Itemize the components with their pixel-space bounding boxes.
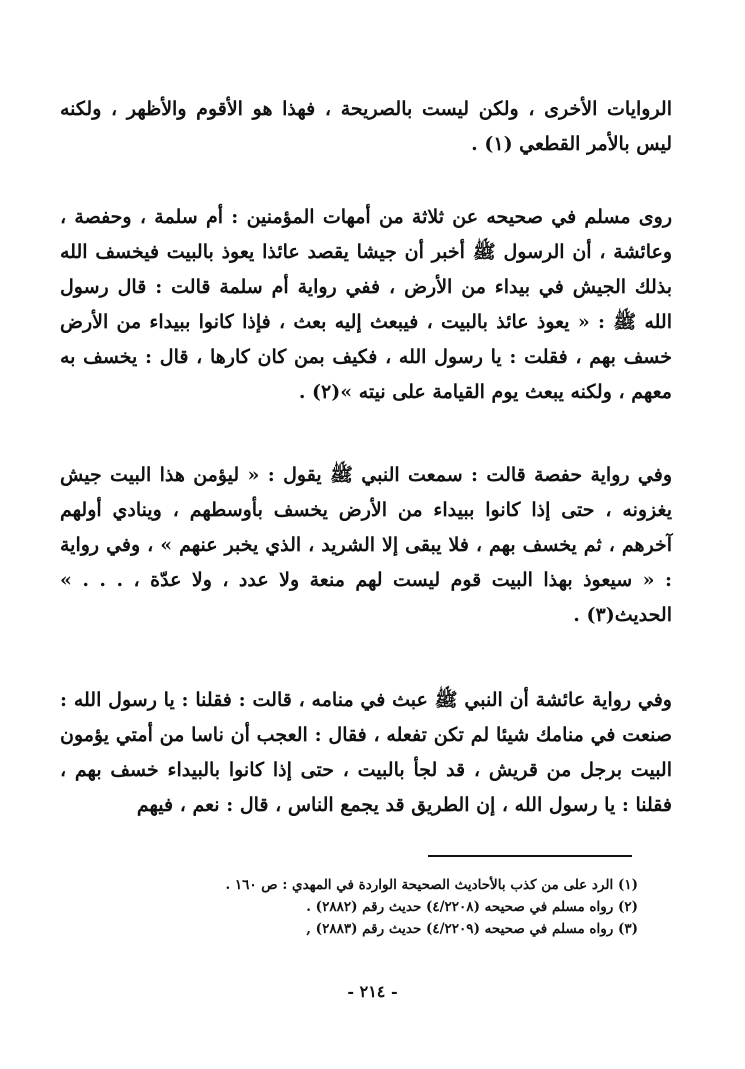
paragraph-continuation: الروايات الأخرى ، ولكن ليست بالصريحة ، فهذا هو الأقوم والأظهر ، ولكنه ليس بالأمر القطعي (١) . (60, 98, 672, 155)
footnote-divider (428, 855, 632, 857)
footnote-2: (٢) رواه مسلم في صحيحه (٤/٢٢٠٨) حديث رقم (٢٨٨٢) . (306, 899, 638, 915)
footnote-3: (٣) رواه مسلم في صحيحه (٤/٢٢٠٩) حديث رقم (٢٨٨٣) , (306, 921, 638, 937)
footnotes (60, 874, 638, 940)
page-number: - ٢١٤ - (347, 982, 398, 1001)
paragraph-muslim-narration: روى مسلم في صحيحه عن ثلاثة من أمهات المؤمنين : أم سلمة ، وحفصة ، وعائشة ، أن الرسول ﷺ أخبر أن جيشا يقصد عائذا يعوذ بالبيت فيخسف الله بذلك الجيش في بيداء من الأرض ، ففي رواية أم سلمة قالت : قال رسول الله ﷺ : « يعوذ عائذ بالبيت ، فيبعث إليه بعث ، فإذا كانوا ببيداء من الأرض خسف بهم ، فقلت : يا رسول الله ، فكيف بمن كان كارها ، قال : يخسف به معهم ، ولكنه يبعث يوم القيامة على نيته »(٢) . (60, 206, 672, 403)
paragraph-aisha-narration: وفي رواية عائشة أن النبي ﷺ عبث في منامه ، قالت : فقلنا : يا رسول الله : صنعت في منامك شيئا لم تكن تفعله ، فقال : العجب أن ناسا من أمتي يؤمون البيت برجل من قريش ، قد لجأ بالبيت ، حتى إذا كانوا بالبيداء خسف بهم ، فقلنا : يا رسول الله ، إن الطريق قد يجمع الناس ، قال : نعم ، فيهم (60, 689, 672, 816)
footnote-1: (١) الرد على من كذب بالأحاديث الصحيحة الواردة في المهدي : ص ١٦٠ . (225, 877, 638, 893)
paragraph-hafsa-narration: وفي رواية حفصة قالت : سمعت النبي ﷺ يقول : « ليؤمن هذا البيت جيش يغزونه ، حتى إذا كانوا ببيداء من الأرض يخسف بأوسطهم ، وينادي أولهم آخرهم ، ثم يخسف بهم ، فلا يبقى إلا الشريد ، الذي يخبر عنهم » ، وفي رواية : « سيعوذ بهذا البيت قوم ليست لهم منعة ولا عدد ، ولا عدّة ، . . . » الحديث(٣) . (60, 464, 672, 626)
